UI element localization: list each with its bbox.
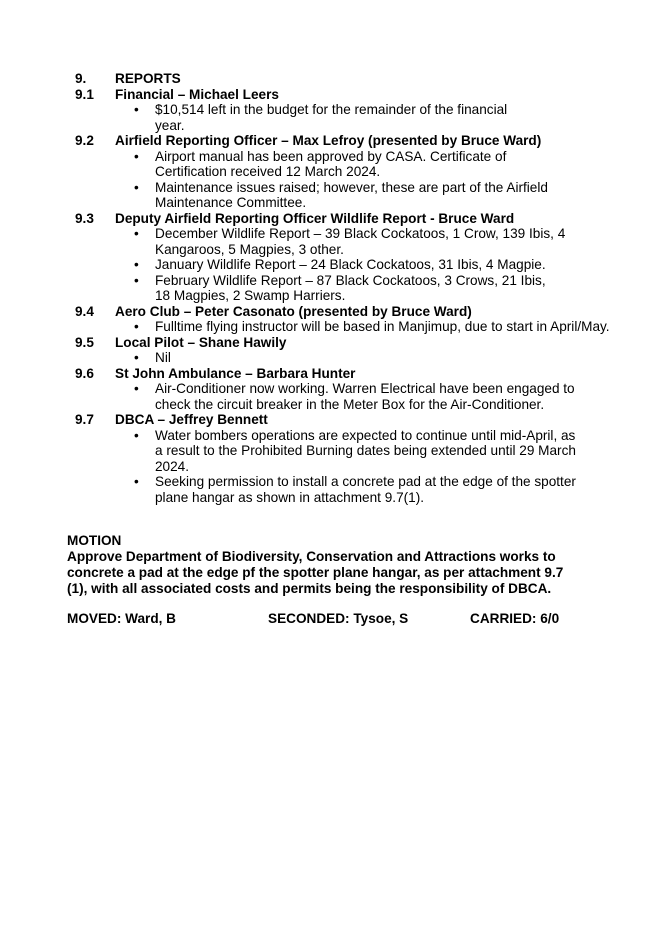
bullet-text: Seeking permission to install a concrete pad at the edge of the spotter	[155, 474, 576, 489]
section-number: 9.3	[75, 210, 94, 226]
bullet-text: December Wildlife Report – 39 Black Cockatoos, 1 Crow, 139 Ibis, 4	[155, 226, 566, 241]
bullet-text: Fulltime flying instructor will be based in Manjimup, due to start in April/May.	[155, 319, 610, 334]
bullet-icon: •	[134, 148, 139, 164]
bullet-icon: •	[134, 226, 139, 241]
bullet-icon: •	[134, 427, 139, 443]
section-number: 9.5	[75, 334, 94, 350]
section-heading: St John Ambulance – Barbara Hunter	[115, 365, 356, 381]
section-number: 9.7	[75, 412, 94, 427]
section-number: 9.2	[75, 133, 94, 148]
section-heading: Aero Club – Peter Casonato (presented by Bruce Ward)	[115, 303, 472, 319]
bullet-text: Air-Conditioner now working. Warren Electrical have been engaged to	[155, 381, 575, 396]
section-heading: Airfield Reporting Officer – Max Lefroy (presented by Bruce Ward)	[115, 133, 542, 148]
section-number: 9.1	[75, 86, 94, 102]
bullet-text: Certification received 12 March 2024.	[155, 164, 381, 179]
bullet-icon: •	[134, 257, 139, 272]
bullet-icon: •	[134, 381, 139, 396]
bullet-text: Maintenance Committee.	[155, 195, 307, 210]
motion-heading: MOTION	[67, 533, 122, 548]
bullet-text: plane hangar as shown in attachment 9.7(1).	[155, 489, 425, 505]
bullet-text: February Wildlife Report – 87 Black Cockatoos, 3 Crows, 21 Ibis,	[155, 272, 546, 288]
bullet-text: Kangaroos, 5 Magpies, 3 other.	[155, 241, 344, 257]
bullet-text: 18 Magpies, 2 Swamp Harriers.	[155, 288, 346, 303]
bullet-text: Maintenance issues raised; however, these are part of the Airfield	[155, 179, 548, 195]
section-number: 9.6	[75, 365, 94, 381]
seconded-by: SECONDED: Tysoe, S	[268, 611, 409, 626]
bullet-text: Water bombers operations are expected to continue until mid-April, as	[155, 427, 576, 443]
bullet-icon: •	[134, 102, 139, 117]
bullet-text: year.	[155, 117, 185, 133]
section-heading: Local Pilot – Shane Hawily	[115, 334, 287, 350]
bullet-icon: •	[134, 474, 139, 489]
section-number: 9.	[75, 71, 87, 86]
section-heading: Deputy Airfield Reporting Officer Wildlife Report - Bruce Ward	[115, 210, 515, 226]
bullet-icon: •	[134, 350, 139, 365]
bullet-text: a result to the Prohibited Burning dates being extended until 29 March	[155, 443, 576, 458]
section-heading: Financial – Michael Leers	[115, 86, 279, 102]
motion-line: concrete a pad at the edge pf the spotter plane hangar, as per attachment 9.7	[67, 565, 564, 580]
section-number: 9.4	[75, 303, 94, 319]
motion-line: Approve Department of Biodiversity, Conservation and Attractions works to	[67, 549, 556, 564]
bullet-text: Nil	[155, 350, 171, 365]
section-heading: REPORTS	[115, 71, 181, 86]
bullet-icon: •	[134, 319, 139, 334]
bullet-text: Airport manual has been approved by CASA. Certificate of	[155, 148, 507, 164]
bullet-text: 2024.	[155, 458, 190, 474]
bullet-icon: •	[134, 272, 139, 288]
bullet-icon: •	[134, 179, 139, 195]
section-heading: DBCA – Jeffrey Bennett	[115, 412, 268, 427]
motion-line: (1), with all associated costs and permits being the responsibility of DBCA.	[67, 581, 552, 596]
carried-result: CARRIED: 6/0	[470, 611, 560, 626]
bullet-text: check the circuit breaker in the Meter Box for the Air-Conditioner.	[155, 396, 545, 412]
bullet-text: January Wildlife Report – 24 Black Cockatoos, 31 Ibis, 4 Magpie.	[155, 257, 546, 272]
bullet-text: $10,514 left in the budget for the remainder of the financial	[155, 102, 508, 117]
moved-by: MOVED: Ward, B	[67, 611, 177, 626]
